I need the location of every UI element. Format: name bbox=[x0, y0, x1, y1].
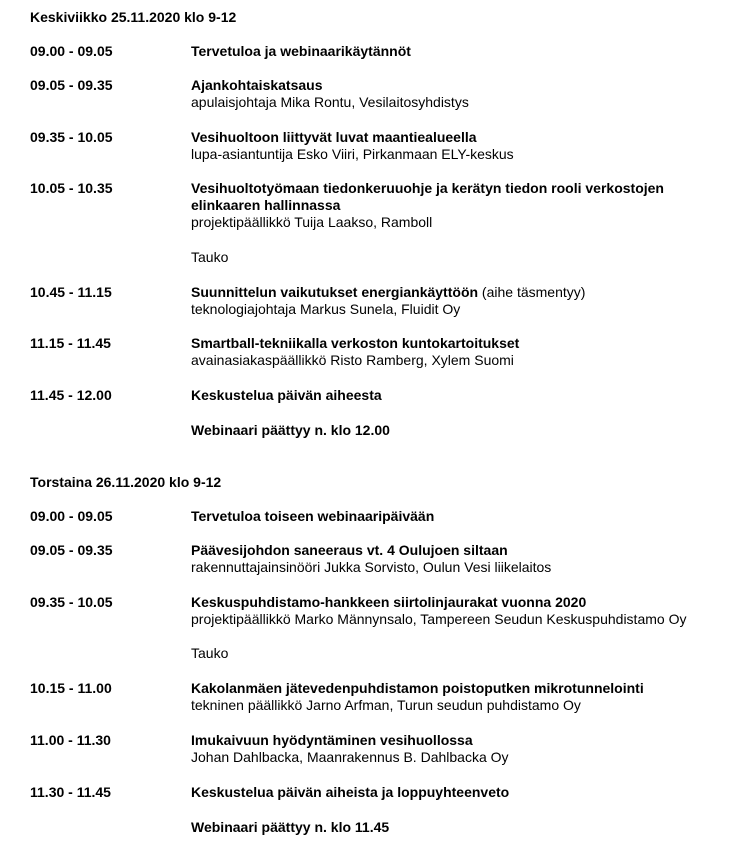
session-title: Keskustelua päivän aiheista ja loppuyhteenveto bbox=[191, 784, 510, 800]
session-title: Ajankohtaiskatsaus bbox=[191, 77, 323, 93]
session-title-line bbox=[191, 284, 585, 301]
day-header: Keskiviikko 25.11.2020 klo 9-12 bbox=[30, 9, 237, 25]
session-time: 11.30 - 11.45 bbox=[30, 784, 111, 800]
session-time: 11.45 - 12.00 bbox=[30, 387, 112, 403]
break-label: Tauko bbox=[191, 645, 229, 661]
session-title: Suunnittelun vaikutukset energiankäyttöön bbox=[191, 284, 479, 300]
session-title: Tervetuloa ja webinaarikäytännöt bbox=[191, 43, 411, 59]
session-time: 11.15 - 11.45 bbox=[30, 335, 111, 351]
session-time: 09.05 - 09.35 bbox=[30, 77, 113, 93]
session-speaker: avainasiakaspäällikkö Risto Ramberg, Xylem Suomi bbox=[191, 352, 514, 368]
session-title: Tervetuloa toiseen webinaaripäivään bbox=[191, 508, 435, 524]
session-speaker: rakennuttajainsinööri Jukka Sorvisto, Oulun Vesi liikelaitos bbox=[191, 559, 552, 575]
session-time: 11.00 - 11.30 bbox=[30, 732, 111, 748]
session-speaker: projektipäällikkö Marko Männynsalo, Tampereen Seudun Keskuspuhdistamo Oy bbox=[191, 611, 687, 627]
day-header: Torstaina 26.11.2020 klo 9-12 bbox=[30, 474, 222, 490]
break-label: Tauko bbox=[191, 249, 229, 265]
webinar-end: Webinaari päättyy n. klo 11.45 bbox=[191, 819, 390, 835]
session-time: 09.35 - 10.05 bbox=[30, 594, 113, 610]
session-note: (aihe täsmentyy) bbox=[478, 284, 586, 300]
session-time: 09.05 - 09.35 bbox=[30, 542, 113, 558]
session-speaker: tekninen päällikkö Jarno Arfman, Turun seudun puhdistamo Oy bbox=[191, 697, 581, 713]
session-title: Smartball-tekniikalla verkoston kuntokartoitukset bbox=[191, 335, 520, 351]
webinar-end: Webinaari päättyy n. klo 12.00 bbox=[191, 422, 390, 438]
session-time: 10.45 - 11.15 bbox=[30, 284, 112, 300]
session-title: Imukaivuun hyödyntäminen vesihuollossa bbox=[191, 732, 473, 748]
session-title: Keskustelua päivän aiheesta bbox=[191, 387, 382, 403]
session-time: 09.00 - 09.05 bbox=[30, 43, 113, 59]
session-title: Keskuspuhdistamo-hankkeen siirtolinjaurakat vuonna 2020 bbox=[191, 594, 587, 610]
session-time: 10.05 - 10.35 bbox=[30, 180, 113, 196]
session-time: 09.00 - 09.05 bbox=[30, 508, 113, 524]
session-speaker: Johan Dahlbacka, Maanrakennus B. Dahlbacka Oy bbox=[191, 749, 509, 765]
session-speaker: projektipäällikkö Tuija Laakso, Ramboll bbox=[191, 214, 433, 230]
session-speaker: lupa-asiantuntija Esko Viiri, Pirkanmaan ELY-keskus bbox=[191, 146, 514, 162]
session-speaker: apulaisjohtaja Mika Rontu, Vesilaitosyhdistys bbox=[191, 94, 469, 110]
session-time: 10.15 - 11.00 bbox=[30, 680, 112, 696]
session-title: Vesihuoltotyömaan tiedonkeruuohje ja kerätyn tiedon rooli verkostojen bbox=[191, 180, 664, 196]
session-title: Vesihuoltoon liittyvät luvat maantiealueella bbox=[191, 129, 477, 145]
session-title: Kakolanmäen jätevedenpuhdistamon poistoputken mikrotunnelointi bbox=[191, 680, 644, 696]
session-time: 09.35 - 10.05 bbox=[30, 129, 113, 145]
session-title: Päävesijohdon saneeraus vt. 4 Oulujoen siltaan bbox=[191, 542, 508, 558]
session-speaker: teknologiajohtaja Markus Sunela, Fluidit Oy bbox=[191, 301, 461, 317]
session-title: elinkaaren hallinnassa bbox=[191, 197, 341, 213]
